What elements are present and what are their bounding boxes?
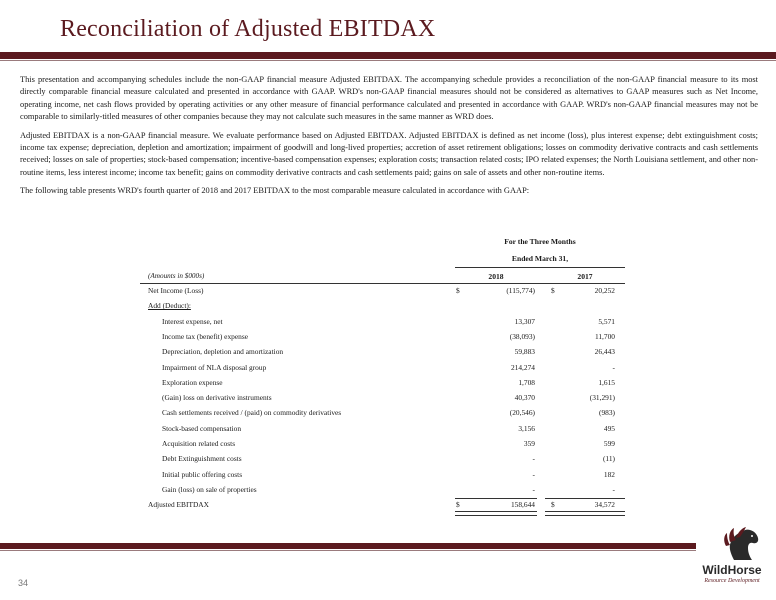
table-row (140, 346, 625, 361)
value-2017: 26,443 (594, 347, 615, 357)
subtotal-rule (545, 498, 625, 499)
table-header-rule (455, 267, 625, 268)
value-2018: (38,093) (509, 331, 535, 341)
value-2017: (983) (598, 408, 615, 418)
table-header-ended: Ended March 31, (511, 254, 569, 263)
value-2017: 5,571 (598, 316, 615, 326)
value-2018: (115,774) (506, 286, 535, 295)
value-2018: 1,708 (518, 377, 535, 387)
table-row (140, 285, 625, 300)
value-2017: - (612, 484, 615, 494)
page-number: 34 (18, 578, 29, 588)
paragraph-intro: This presentation and accompanying schedules include the non-GAAP financial measure Adjusted EBITDAX. The accompanying schedule provides a reconciliation of the non-GAAP financial measure to its most directly comparable financial measure calculated and presented in accordance with GAAP. WRD's non-GAAP financial measures should not be considered as alternatives to GAAP measures such as Net Income, operating income, net cash flows provided by operating activities or any other measure of financial performance calculated and presented in accordance with GAAP. WRD's non-GAAP financial measures may not be comparable to similarly-titled measures of other companies because they may not calculate such measures in the same manner as WRD does. (20, 75, 758, 122)
row-label: (Gain) loss on derivative instruments (162, 393, 272, 403)
row-label: Interest expense, net (162, 316, 223, 326)
row-label: Adjusted EBITDAX (148, 500, 209, 510)
horse-icon (690, 524, 774, 564)
currency-symbol: $ (551, 286, 555, 295)
value-2017: 11,700 (594, 331, 615, 341)
value-2017: 495 (603, 423, 615, 433)
page-title: Reconciliation of Adjusted EBITDAX (60, 16, 436, 42)
value-2018: - (532, 469, 535, 479)
value-2017: 182 (603, 469, 615, 479)
value-2018: 40,370 (514, 393, 535, 403)
total-double-rule (545, 511, 625, 516)
table-row (140, 392, 625, 407)
value-2018: 13,307 (514, 316, 535, 326)
table-row (140, 362, 625, 377)
paragraph-definition: Adjusted EBITDAX is a non-GAAP financial measure. We evaluate performance based on Adjusted EBITDAX. Adjusted EBITDAX is defined as net income (loss), plus interest expense; debt extinguishment costs; income tax expense; depreciation, depletion and amortization; impairment of goodwill and long-lived properties; accretion of asset retirement obligations; losses on commodity derivative contracts and cash settlements received; losses on sale of properties; stock-based compensation; incentive-based compensation expenses; exploration costs; transaction related costs; IPO related expenses; the North Louisiana settlement, and other non-routine items, less interest income; income tax benefit; gains on commodity derivative contracts and cash settlements paid; gains on sale of assets and other non-routine items. (20, 130, 758, 177)
footer-rule (0, 543, 696, 549)
value-2017: 599 (603, 439, 615, 448)
value-2018: - (532, 484, 535, 494)
table-row (140, 484, 625, 499)
row-label: Gain (loss) on sale of properties (162, 484, 257, 494)
header-rule (0, 52, 776, 59)
row-label: Impairment of NLA disposal group (162, 362, 267, 372)
table-row (140, 407, 625, 422)
value-2018: 3,156 (518, 423, 535, 433)
row-label: Acquisition related costs (162, 439, 236, 448)
table-row (140, 423, 625, 438)
value-2017: 34,572 (594, 500, 615, 510)
column-header-2018: 2018 (488, 272, 504, 281)
value-2017: (11) (602, 454, 615, 464)
table-row (140, 377, 625, 392)
currency-symbol: $ (456, 500, 460, 510)
value-2018: - (532, 454, 535, 464)
value-2017: 20,252 (594, 286, 615, 295)
footer-rule-thin (0, 550, 696, 551)
column-header-2017: 2017 (577, 272, 593, 281)
header-rule-thin (0, 60, 776, 61)
value-2017: - (612, 362, 615, 372)
value-2018: 59,883 (514, 347, 535, 357)
row-label: Stock-based compensation (162, 423, 242, 433)
logo-wordmark: WildHorse (702, 563, 762, 577)
table-row (140, 300, 625, 315)
table-row (140, 316, 625, 331)
value-2018: (20,546) (509, 408, 535, 418)
body-text (20, 74, 758, 204)
table-header-period: For the Three Months (504, 237, 576, 246)
column-header-rule (140, 283, 625, 284)
value-2018: 214,274 (510, 362, 535, 372)
logo-tagline: Resource Development (704, 578, 760, 584)
currency-symbol: $ (551, 500, 555, 510)
amounts-label: (Amounts in $000s) (148, 272, 205, 280)
value-2018: 158,644 (510, 500, 535, 510)
row-label: Income tax (benefit) expense (162, 331, 248, 341)
company-logo (690, 524, 774, 590)
table-row (140, 469, 625, 484)
paragraph-table-intro: The following table presents WRD's fourth quarter of 2018 and 2017 EBITDAX to the most comparable measure calculated in accordance with GAAP: (20, 186, 530, 196)
currency-symbol: $ (456, 286, 460, 295)
row-label: Depreciation, depletion and amortization (162, 347, 284, 357)
row-label: Debt Extinguishment costs (162, 454, 242, 464)
value-2018: 359 (523, 439, 535, 448)
total-double-rule (455, 511, 537, 516)
subtotal-rule (455, 498, 537, 499)
table-row (140, 453, 625, 468)
table-row (140, 331, 625, 346)
value-2017: 1,615 (598, 377, 615, 387)
row-label: Cash settlements received / (paid) on commodity derivatives (162, 408, 342, 418)
row-label: Add (Deduct): (148, 301, 191, 311)
value-2017: (31,291) (589, 393, 615, 403)
row-label: Net Income (Loss) (148, 286, 204, 295)
row-label: Exploration expense (162, 377, 223, 387)
row-label: Initial public offering costs (162, 469, 243, 479)
table-row (140, 438, 625, 453)
